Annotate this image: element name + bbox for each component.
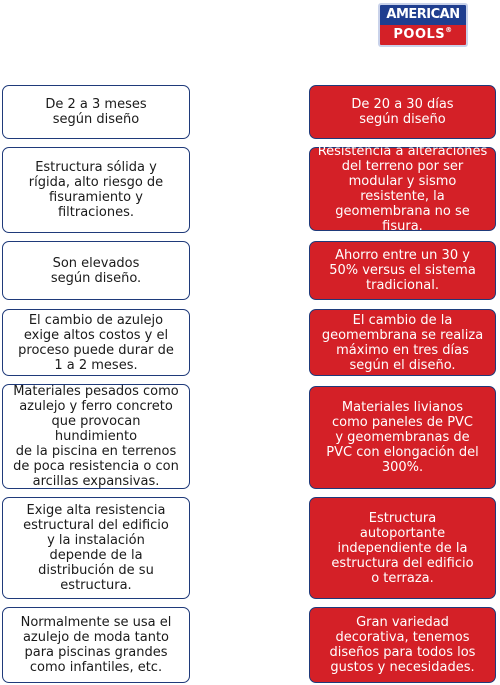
american-pools-logo xyxy=(372,0,468,50)
american-pools-structure-box: Resistencia a alteraciones del terreno por ser modular y sismo resistente, la geomembrana no se fisura. xyxy=(309,147,496,231)
american-pools-materials-box: Materiales livianos como paneles de PVC y geomembranas de PVC con elongación del 300%. xyxy=(309,386,496,489)
traditional-structure-box: Estructura sólida y rígida, alto riesgo de fisuramiento y filtraciones. xyxy=(2,147,190,233)
logo-line1: AMERICAN xyxy=(386,7,460,22)
traditional-tile-change-box: El cambio de azulejo exige altos costos y el proceso puede durar de 1 a 2 meses. xyxy=(2,309,190,376)
american-pools-self-supporting-box: Estructura autoportante independiente de la estructura del edificio o terraza. xyxy=(309,497,496,599)
logo-top-band xyxy=(378,3,468,25)
traditional-cost-box: Son elevados según diseño. xyxy=(2,241,190,300)
american-pools-membrane-change-box: El cambio de la geomembrana se realiza máximo en tres días según el diseño. xyxy=(309,309,496,376)
american-pools-savings-box: Ahorro entre un 30 y 50% versus el sistema tradicional. xyxy=(309,241,496,300)
traditional-building-requirement-box: Exige alta resistencia estructural del edificio y la instalación depende de la distribución de su estructura. xyxy=(2,497,190,599)
logo-line2: POOLS xyxy=(393,27,446,42)
american-pools-decoration-box: Gran variedad decorativa, tenemos diseños para todos los gustos y necesidades. xyxy=(309,607,496,683)
traditional-decoration-box: Normalmente se usa el azulejo de moda tanto para piscinas grandes como infantiles, etc. xyxy=(2,607,190,683)
logo-bottom-band xyxy=(378,25,468,47)
logo-registered-mark: ® xyxy=(445,26,453,34)
traditional-materials-box: Materiales pesados como azulejo y ferro concreto que provocan hundimiento de la piscina en terrenos de poca resistencia o con arcillas expansivas. xyxy=(2,384,190,489)
traditional-time-box: De 2 a 3 meses según diseño xyxy=(2,85,190,139)
american-pools-time-box: De 20 a 30 días según diseño xyxy=(309,85,496,139)
